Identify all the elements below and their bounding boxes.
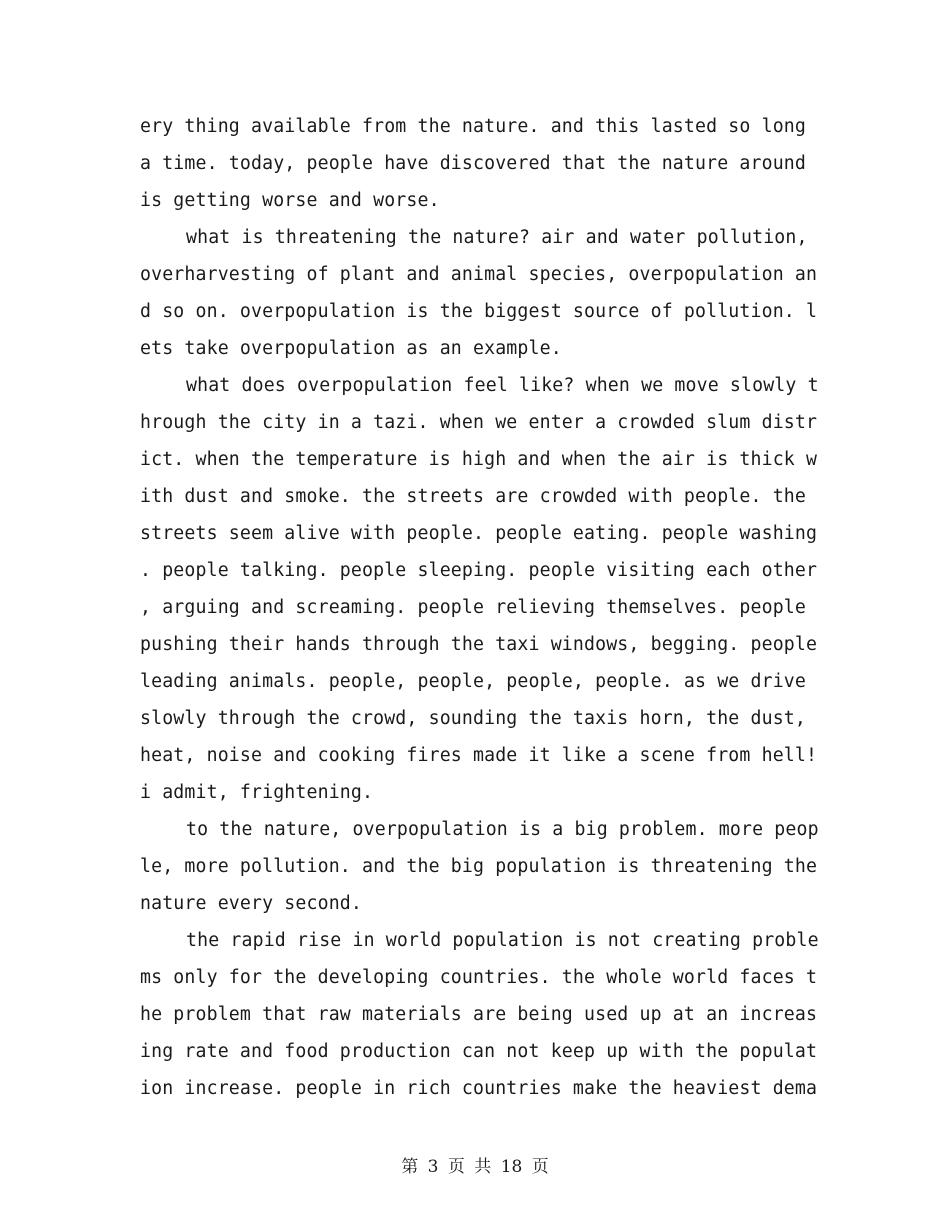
text-line: ms only for the developing countries. the whole world faces t bbox=[140, 967, 818, 988]
text-line: ets take overpopulation as an example. bbox=[140, 338, 562, 359]
text-line: . people talking. people sleeping. people visiting each other bbox=[140, 560, 818, 581]
paragraph-first-line: the rapid rise in world population is not creating proble bbox=[186, 930, 819, 951]
text-line: heat, noise and cooking fires made it like a scene from hell! bbox=[140, 745, 818, 766]
paragraph-first-line: to the nature, overpopulation is a big problem. more peop bbox=[186, 819, 819, 840]
text-line: d so on. overpopulation is the biggest source of pollution. l bbox=[140, 301, 818, 322]
text-line: leading animals. people, people, people, people. as we drive bbox=[140, 671, 806, 692]
paragraph-first-line: what is threatening the nature? air and water pollution, bbox=[186, 227, 808, 248]
text-line: he problem that raw materials are being used up at an increas bbox=[140, 1004, 818, 1025]
text-line: hrough the city in a tazi. when we enter a crowded slum distr bbox=[140, 412, 818, 433]
text-line: slowly through the crowd, sounding the taxis horn, the dust, bbox=[140, 708, 806, 729]
paragraph-first-line: what does overpopulation feel like? when we move slowly t bbox=[186, 375, 819, 396]
text-line: i admit, frightening. bbox=[140, 782, 374, 803]
text-line: ing rate and food production can not keep up with the populat bbox=[140, 1041, 818, 1062]
document-body bbox=[140, 108, 820, 1107]
text-line: is getting worse and worse. bbox=[140, 190, 440, 211]
text-line: streets seem alive with people. people eating. people washing bbox=[140, 523, 818, 544]
text-line: a time. today, people have discovered that the nature around bbox=[140, 153, 806, 174]
text-line: ict. when the temperature is high and when the air is thick w bbox=[140, 449, 818, 470]
text-line: pushing their hands through the taxi windows, begging. people bbox=[140, 634, 818, 655]
text-line: ery thing available from the nature. and this lasted so long bbox=[140, 116, 806, 137]
text-line: ion increase. people in rich countries make the heaviest dema bbox=[140, 1078, 818, 1099]
text-line: overharvesting of plant and animal species, overpopulation an bbox=[140, 264, 818, 285]
text-line: ith dust and smoke. the streets are crowded with people. the bbox=[140, 486, 806, 507]
page-number-footer: 第 3 页 共 18 页 bbox=[401, 1157, 549, 1177]
text-line: le, more pollution. and the big population is threatening the bbox=[140, 856, 818, 877]
text-line: , arguing and screaming. people relieving themselves. people bbox=[140, 597, 806, 618]
text-line: nature every second. bbox=[140, 893, 362, 914]
